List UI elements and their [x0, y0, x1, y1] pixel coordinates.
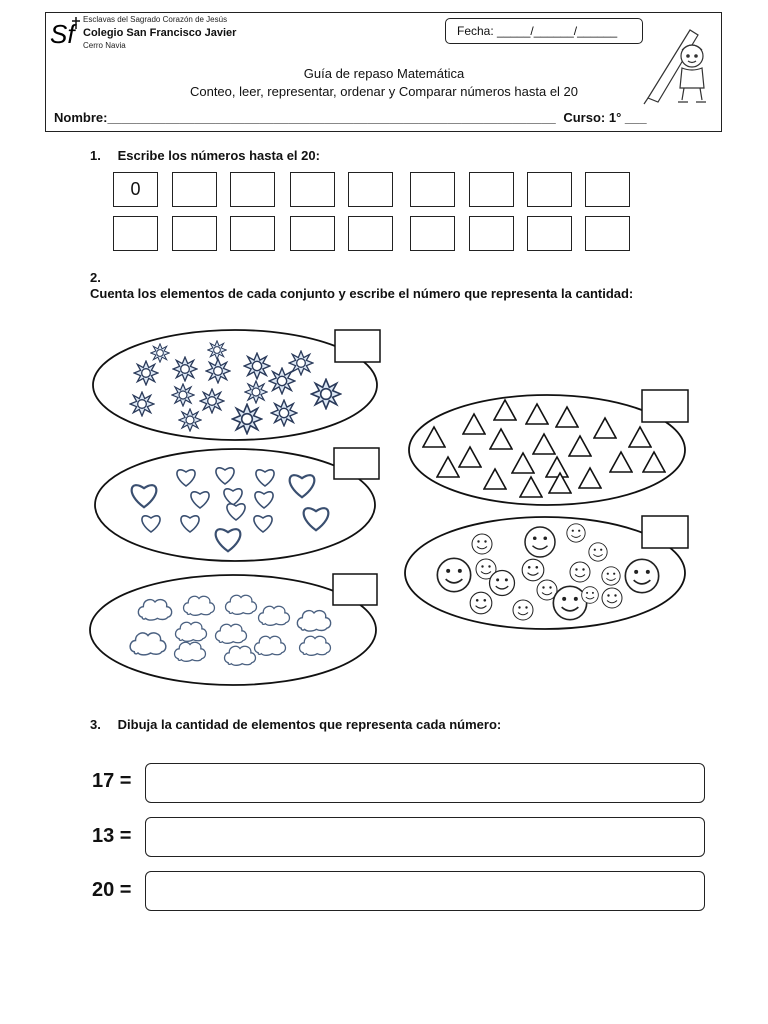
cloud-icons — [130, 595, 331, 665]
triangle-icon — [484, 469, 506, 489]
school-name: Colegio San Francisco Javier — [83, 27, 237, 39]
smiley-icon — [472, 534, 492, 554]
sun-icon — [269, 368, 295, 394]
heart-icon — [216, 468, 234, 484]
heart-icon — [256, 470, 274, 486]
question-2-text: Cuenta los elementos de cada conjunto y escribe el número que representa la cantidad: — [90, 286, 634, 301]
name-field[interactable]: Nombre:______________________________________________________________ — [54, 110, 556, 125]
drawing-area-17[interactable] — [145, 763, 705, 803]
heart-icon — [304, 508, 329, 530]
sun-set — [93, 330, 380, 440]
triangle-icon — [423, 427, 445, 447]
sun-set-answer-box[interactable] — [335, 330, 380, 362]
sun-icon — [245, 381, 267, 403]
smiley-icon — [625, 559, 658, 592]
question-1-number: 1. — [90, 148, 101, 163]
heart-icon — [254, 516, 272, 532]
sun-icon — [289, 351, 313, 375]
triangle-icon — [546, 457, 568, 477]
sun-icon — [206, 359, 230, 383]
cloud-icon — [138, 600, 171, 621]
smiley-icon — [602, 567, 620, 585]
sun-icon — [130, 392, 154, 416]
heart-icon — [224, 489, 242, 505]
drawing-label-20: 20 = — [92, 879, 132, 901]
cloud-set-answer-box[interactable] — [333, 574, 377, 605]
logo-letters: Sf — [50, 19, 75, 49]
triangle-icon — [629, 427, 651, 447]
smiley-icon — [589, 543, 607, 561]
heart-icons — [132, 468, 329, 551]
school-location: Cerro Navia — [83, 41, 126, 50]
cloud-icon — [130, 633, 166, 655]
cloud-icon — [175, 642, 206, 661]
smiley-icon — [513, 600, 533, 620]
cloud-icon — [184, 596, 215, 615]
sun-icon — [311, 379, 340, 408]
cloud-icon — [300, 636, 331, 655]
triangle-icons — [423, 400, 665, 497]
drawing-label-17: 17 = — [92, 770, 132, 792]
triangle-icon — [579, 468, 601, 488]
triangle-set — [409, 390, 688, 505]
triangle-icon — [494, 400, 516, 420]
smiley-icon — [602, 588, 622, 608]
triangle-icon — [512, 453, 534, 473]
heart-icon — [290, 475, 315, 497]
triangle-icon — [463, 414, 485, 434]
heart-icon — [132, 485, 157, 507]
triangle-icon — [556, 407, 578, 427]
triangle-icon — [643, 452, 665, 472]
cloud-set — [90, 574, 377, 685]
drawing-label-13: 13 = — [92, 825, 132, 847]
drawing-area-13[interactable] — [145, 817, 705, 857]
question-3-text: Dibuja la cantidad de elementos que representa cada número: — [117, 717, 502, 732]
heart-icon — [255, 492, 273, 508]
heart-icon — [227, 504, 245, 520]
cloud-icon — [297, 611, 330, 632]
smiley-icon — [470, 592, 492, 614]
smiley-icon — [437, 558, 470, 591]
heart-set-answer-box[interactable] — [334, 448, 379, 479]
smiley-icon — [582, 587, 599, 604]
smiley-icon — [522, 559, 544, 581]
smiley-set-answer-box[interactable] — [642, 516, 688, 548]
smiley-icon — [553, 586, 586, 619]
triangle-icon — [490, 429, 512, 449]
smiley-icon — [567, 524, 585, 542]
sun-icon — [232, 404, 261, 433]
sun-icon — [172, 384, 194, 406]
smiley-set — [405, 516, 688, 629]
heart-icon — [142, 516, 160, 532]
heart-set — [95, 448, 379, 561]
triangle-icon — [569, 436, 591, 456]
triangle-set-answer-box[interactable] — [642, 390, 688, 422]
guide-subtitle: Conteo, leer, representar, ordenar y Comparar números hasta el 20 — [189, 84, 579, 99]
cloud-icon — [216, 624, 247, 643]
triangle-icon — [459, 447, 481, 467]
sun-icon — [200, 389, 224, 413]
school-congregation: Esclavas del Sagrado Corazón de Jesús — [83, 15, 228, 24]
course-field[interactable]: Curso: 1° ___ — [563, 110, 647, 125]
heart-icon — [216, 529, 241, 551]
smiley-icon — [490, 571, 515, 596]
heart-icon — [181, 516, 199, 532]
drawing-area-20[interactable] — [145, 871, 705, 911]
question-1-text: Escribe los números hasta el 20: — [117, 148, 320, 163]
triangle-icon — [526, 404, 548, 424]
guide-title: Guía de repaso Matemática — [303, 66, 465, 81]
question-2-number: 2. — [90, 270, 101, 285]
question-3-number: 3. — [90, 717, 101, 732]
sun-icon — [134, 361, 158, 385]
triangle-icon — [520, 477, 542, 497]
sun-icon — [244, 353, 270, 379]
sun-icons — [130, 341, 341, 434]
smiley-icons — [437, 524, 658, 620]
triangle-icon — [437, 457, 459, 477]
smiley-icon — [525, 527, 555, 557]
sun-icon — [179, 409, 201, 431]
cloud-icon — [225, 646, 256, 665]
cloud-icon — [255, 636, 286, 655]
heart-icon — [177, 470, 195, 486]
heart-icon — [191, 492, 209, 508]
sun-icon — [151, 344, 169, 362]
number-box[interactable]: 0 — [113, 172, 158, 207]
triangle-icon — [533, 434, 555, 454]
cloud-icon — [226, 595, 257, 614]
smiley-icon — [570, 562, 590, 582]
question-3 — [90, 717, 501, 732]
sun-icon — [173, 357, 197, 381]
triangle-icon — [610, 452, 632, 472]
sun-icon — [271, 400, 297, 426]
triangle-icon — [594, 418, 616, 438]
sun-icon — [208, 341, 226, 359]
cloud-icon — [259, 606, 290, 625]
date-field[interactable]: Fecha: _____/______/______ — [445, 18, 643, 44]
cloud-icon — [176, 622, 207, 641]
